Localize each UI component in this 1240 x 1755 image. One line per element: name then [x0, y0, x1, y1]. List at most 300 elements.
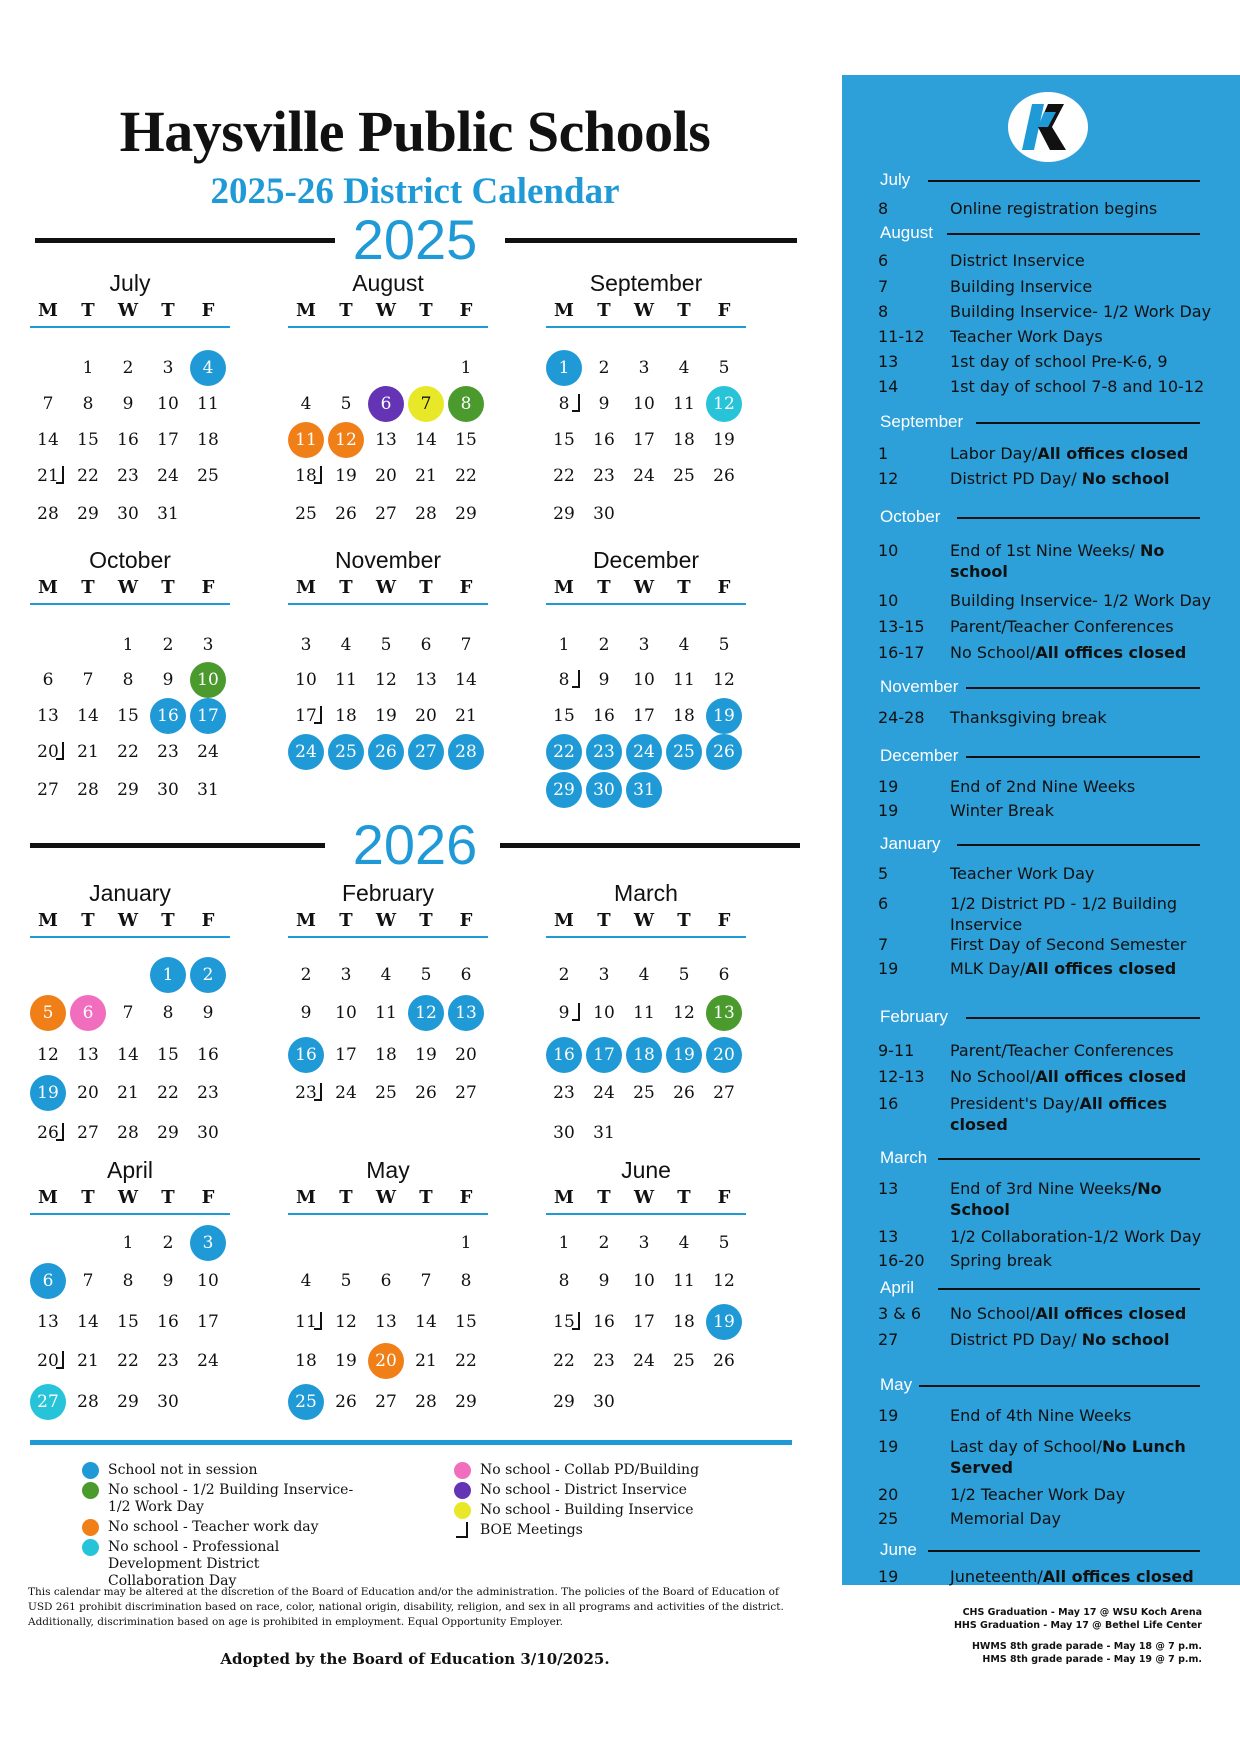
calendar-day: 26: [706, 734, 742, 770]
calendar-day: 24: [633, 466, 655, 486]
calendar-day: 20: [455, 1045, 477, 1065]
calendar-day: 15: [546, 1304, 582, 1340]
calendar-day: 20: [706, 1037, 742, 1073]
sidebar-month-heading: June: [880, 1540, 917, 1559]
calendar-day: 25: [673, 466, 695, 486]
event-text-plain: End of 4th Nine Weeks: [950, 1406, 1132, 1425]
calendar-day: 2: [598, 635, 610, 655]
weekday-label: F: [717, 1187, 731, 1208]
calendar-day: 20: [77, 1083, 99, 1103]
calendar-day: 9: [598, 394, 610, 414]
weekday-label: M: [38, 910, 58, 931]
calendar-day: 27: [455, 1083, 477, 1103]
footnote: HMS 8th grade parade - May 19 @ 7 p.m.: [982, 1654, 1202, 1665]
calendar-day: 23: [157, 1351, 179, 1371]
calendar-day: 14: [415, 1312, 437, 1332]
calendar-day: 7: [420, 1271, 432, 1291]
sidebar-month-heading: August: [880, 223, 933, 242]
calendar-day: 29: [117, 780, 139, 800]
calendar-day: 10: [157, 394, 179, 414]
weekday-label: T: [597, 300, 611, 321]
calendar-day: 16: [546, 1037, 582, 1073]
weekday-label: T: [419, 1187, 433, 1208]
weekday-label: T: [677, 577, 691, 598]
weekday-label: W: [375, 910, 397, 931]
calendar-day: 20: [415, 706, 437, 726]
weekday-label: F: [459, 300, 473, 321]
event-text: [950, 1405, 1220, 1426]
calendar-day: 23: [288, 1075, 324, 1111]
event-text: [950, 1329, 1220, 1350]
calendar-day: 24: [335, 1083, 357, 1103]
sidebar-month-heading: December: [880, 746, 959, 765]
weekday-label: W: [375, 300, 397, 321]
event-text-plain: President's Day/: [950, 1094, 1080, 1113]
calendar-day: 13: [375, 430, 397, 450]
event-text-bold: No school: [950, 541, 1165, 581]
calendar-day: 18: [626, 1037, 662, 1073]
event-text-plain: Building Inservice- 1/2 Work Day: [950, 591, 1212, 610]
weekday-label: F: [717, 910, 731, 931]
event-text: [950, 1303, 1220, 1324]
event-text-plain: Winter Break: [950, 801, 1054, 820]
calendar-day: 23: [593, 466, 615, 486]
calendar-day: 24: [626, 734, 662, 770]
weekday-header: [288, 298, 488, 328]
calendar-day: 3: [638, 358, 650, 378]
event-date: 19: [878, 777, 899, 796]
footnote: HHS Graduation - May 17 @ Bethel Life Center: [953, 1620, 1202, 1631]
calendar-day: 2: [598, 358, 610, 378]
calendar-day: 18: [295, 1351, 317, 1371]
calendar-day: 28: [117, 1123, 139, 1143]
calendar-day: 26: [713, 466, 735, 486]
calendar-day: 22: [455, 1351, 477, 1371]
legend-swatch: [454, 1502, 471, 1519]
event-text: [950, 958, 1220, 979]
legend-item: [480, 1502, 710, 1519]
event-text-plain: End of 1st Nine Weeks/: [950, 541, 1141, 560]
weekday-label: W: [375, 1187, 397, 1208]
calendar-day: 30: [157, 1392, 179, 1412]
weekday-label: M: [38, 300, 58, 321]
calendar-day: 12: [328, 422, 364, 458]
event-text-plain: 1st day of school Pre-K-6, 9: [950, 352, 1168, 371]
calendar-day: 19: [335, 466, 357, 486]
calendar-day: 9: [598, 1271, 610, 1291]
calendar-day: 26: [335, 1392, 357, 1412]
event-date: 7: [878, 277, 889, 296]
month-september: [546, 268, 746, 524]
calendar-day: 29: [455, 1392, 477, 1412]
calendar-day: 26: [368, 734, 404, 770]
calendar-day: 12: [713, 1271, 735, 1291]
legend-item: [480, 1522, 710, 1539]
weekday-header: [288, 1185, 488, 1215]
calendar-day: 14: [117, 1045, 139, 1065]
legend-swatch: [82, 1519, 99, 1536]
calendar-day: 15: [117, 706, 139, 726]
calendar-day: 12: [706, 386, 742, 422]
legend-item: [108, 1519, 358, 1536]
event-text: [950, 540, 1220, 582]
calendar-day: 25: [633, 1083, 655, 1103]
sidebar-month-heading: October: [880, 507, 941, 526]
event-text-plain: No School/: [950, 1304, 1036, 1323]
calendar-day: 24: [288, 734, 324, 770]
calendar-day: 7: [122, 1003, 134, 1023]
calendar-day: 28: [77, 1392, 99, 1412]
sidebar-month-heading: February: [880, 1007, 949, 1026]
calendar-day: 5: [340, 394, 352, 414]
event-date: 24-28: [878, 708, 925, 727]
event-text-bold: No school: [1081, 469, 1170, 488]
year-2026-label: 2026: [352, 813, 478, 876]
calendar-day: 4: [300, 1271, 312, 1291]
sidebar-heading-rule: [957, 844, 1201, 846]
event-date: 1: [878, 444, 889, 463]
calendar-day: 18: [673, 706, 695, 726]
calendar-day: 17: [633, 430, 655, 450]
event-text-plain: Thanksgiving break: [950, 708, 1107, 727]
calendar-day: 13: [415, 670, 437, 690]
sidebar-heading-rule: [928, 180, 1200, 182]
month-name: February: [341, 880, 435, 906]
event-date: 19: [878, 1437, 899, 1456]
month-name: April: [106, 1157, 153, 1183]
month-october: [30, 545, 230, 800]
calendar-day: 29: [455, 504, 477, 524]
event-text-plain: End of 2nd Nine Weeks: [950, 777, 1136, 796]
legend-label: No school - District Inservice: [480, 1482, 687, 1498]
year-2026-divider: [30, 815, 800, 875]
calendar-day: 30: [553, 1123, 575, 1143]
calendar-day: 10: [295, 670, 317, 690]
calendar-day: 21: [77, 1351, 99, 1371]
calendar-day: 7: [408, 386, 444, 422]
year-2025-divider: [30, 210, 800, 270]
event-text-plain: 1st day of school 7-8 and 10-12: [950, 377, 1205, 396]
event-text-plain: MLK Day/: [950, 959, 1026, 978]
calendar-day: 30: [197, 1123, 219, 1143]
district-logo: [1008, 92, 1088, 162]
calendar-day: 13: [375, 1312, 397, 1332]
calendar-day: 11: [375, 1003, 397, 1023]
event-text: [950, 707, 1220, 728]
calendar-day: 25: [197, 466, 219, 486]
calendar-day: 15: [77, 430, 99, 450]
calendar-day: 17: [586, 1037, 622, 1073]
event-text-plain: Building Inservice- 1/2 Work Day: [950, 302, 1212, 321]
calendar-day: 8: [448, 386, 484, 422]
event-text-plain: Online registration begins: [950, 199, 1158, 218]
weekday-label: M: [554, 300, 574, 321]
weekday-header: [30, 908, 230, 938]
sidebar-month-heading: September: [880, 412, 964, 431]
calendar-day: 10: [190, 662, 226, 698]
month-name: August: [352, 270, 424, 296]
calendar-day: 29: [77, 504, 99, 524]
month-name: March: [614, 880, 678, 906]
calendar-day: 17: [335, 1045, 357, 1065]
month-name: May: [366, 1157, 410, 1183]
calendar-day: 22: [77, 466, 99, 486]
calendar-day: 19: [415, 1045, 437, 1065]
calendar-day: 4: [340, 635, 352, 655]
event-text: [950, 934, 1220, 955]
event-date: 16: [878, 1094, 899, 1113]
calendar-day: 1: [122, 635, 134, 655]
calendar-day: 3: [190, 1225, 226, 1261]
calendar-day: 2: [162, 1233, 174, 1253]
calendar-day: 1: [82, 358, 94, 378]
calendar-day: 4: [380, 965, 392, 985]
calendar-day: 11: [673, 1271, 695, 1291]
calendar-day: 6: [368, 386, 404, 422]
event-text: [950, 1178, 1220, 1220]
year-2025-label: 2025: [352, 208, 478, 271]
sidebar-heading-rule: [938, 1158, 1201, 1160]
calendar-day: 2: [190, 957, 226, 993]
legend-swatch: [82, 1482, 99, 1499]
calendar-day: 22: [117, 742, 139, 762]
calendar-day: 4: [678, 1233, 690, 1253]
calendar-day: 13: [37, 1312, 59, 1332]
weekday-label: F: [201, 300, 215, 321]
legend-label: BOE Meetings: [480, 1522, 583, 1538]
calendar-day: 11: [633, 1003, 655, 1023]
calendar-day: 26: [673, 1083, 695, 1103]
event-date: 8: [878, 302, 889, 321]
calendar-day: 29: [553, 1392, 575, 1412]
calendar-day: 8: [558, 1271, 570, 1291]
calendar-day: 1: [150, 957, 186, 993]
event-date: 27: [878, 1330, 899, 1349]
weekday-label: T: [161, 910, 175, 931]
weekday-label: W: [633, 577, 655, 598]
event-text: [950, 642, 1220, 663]
event-text: [950, 250, 1220, 271]
weekday-label: T: [161, 577, 175, 598]
calendar-day: 31: [626, 772, 662, 808]
calendar-day: 23: [593, 1351, 615, 1371]
calendar-day: 13: [706, 995, 742, 1031]
weekday-label: M: [38, 1187, 58, 1208]
weekday-label: T: [597, 1187, 611, 1208]
month-name: December: [592, 547, 700, 573]
boe-marker-icon: [456, 1522, 468, 1538]
calendar-day: 20: [30, 734, 66, 770]
month-february: [288, 878, 488, 1103]
event-date: 19: [878, 959, 899, 978]
weekday-header: [546, 298, 746, 328]
weekday-label: M: [554, 577, 574, 598]
calendar-day: 4: [638, 965, 650, 985]
adopted-note: Adopted by the Board of Education 3/10/2025.: [220, 1650, 610, 1668]
calendar-day: 16: [197, 1045, 219, 1065]
calendar-day: 20: [375, 466, 397, 486]
weekday-label: F: [459, 910, 473, 931]
calendar-day: 29: [157, 1123, 179, 1143]
event-date: 10: [878, 591, 899, 610]
weekday-label: W: [117, 1187, 139, 1208]
calendar-day: 8: [82, 394, 94, 414]
event-text-plain: First Day of Second Semester: [950, 935, 1187, 954]
weekday-label: T: [677, 1187, 691, 1208]
calendar-day: 24: [633, 1351, 655, 1371]
calendar-day: 21: [455, 706, 477, 726]
weekday-label: F: [201, 577, 215, 598]
calendar-day: 23: [197, 1083, 219, 1103]
weekday-label: T: [339, 1187, 353, 1208]
event-text-bold: All offices closed: [950, 1094, 1168, 1134]
calendar-day: 11: [673, 394, 695, 414]
weekday-label: W: [375, 577, 397, 598]
weekday-label: T: [677, 910, 691, 931]
divider-line-right: [505, 238, 797, 243]
calendar-day: 12: [375, 670, 397, 690]
calendar-day: 31: [593, 1123, 615, 1143]
calendar-day: 7: [460, 635, 472, 655]
calendar-day: 16: [117, 430, 139, 450]
calendar-day: 25: [328, 734, 364, 770]
calendar-day: 31: [197, 780, 219, 800]
month-name: October: [89, 547, 171, 573]
weekday-header: [546, 1185, 746, 1215]
weekday-header: [30, 298, 230, 328]
legend-label: School not in session: [108, 1462, 258, 1478]
legend-label: No school - Building Inservice: [480, 1502, 694, 1518]
calendar-day: 30: [593, 1392, 615, 1412]
event-text: [950, 1250, 1220, 1271]
sidebar-heading-rule: [966, 1017, 1200, 1019]
calendar-day: 14: [37, 430, 59, 450]
event-date: 16-20: [878, 1251, 925, 1270]
calendar-day: 25: [673, 1351, 695, 1371]
calendar-day: 15: [117, 1312, 139, 1332]
calendar-day: 28: [448, 734, 484, 770]
calendar-day: 9: [162, 1271, 174, 1291]
weekday-label: T: [339, 577, 353, 598]
event-text: [950, 276, 1220, 297]
event-text: [950, 863, 1220, 884]
event-text-bold: No Lunch Served: [950, 1437, 1186, 1477]
calendar-day: 5: [718, 358, 730, 378]
calendar-day: 13: [448, 995, 484, 1031]
calendar-day: 9: [546, 995, 582, 1031]
legend-label: No school - Teacher work day: [108, 1519, 319, 1535]
calendar-day: 18: [673, 430, 695, 450]
weekday-label: T: [81, 300, 95, 321]
event-text-plain: No School/: [950, 1067, 1036, 1086]
calendar-day: 24: [197, 742, 219, 762]
event-text-bold: All offices closed: [1042, 1567, 1194, 1586]
event-text-plain: Building Inservice: [950, 277, 1093, 296]
weekday-header: [288, 908, 488, 938]
sidebar-month-heading: July: [880, 170, 911, 189]
weekday-label: T: [339, 300, 353, 321]
event-text: [950, 1484, 1220, 1505]
weekday-header: [546, 575, 746, 605]
sidebar-month-heading: January: [880, 834, 941, 853]
calendar-day: 8: [162, 1003, 174, 1023]
event-text-plain: Last day of School/: [950, 1437, 1102, 1456]
calendar-day: 4: [678, 358, 690, 378]
sidebar-heading-rule: [928, 1550, 1200, 1552]
event-text-plain: Spring break: [950, 1251, 1053, 1270]
calendar-day: 18: [335, 706, 357, 726]
event-text-plain: Teacher Work Days: [950, 327, 1103, 346]
weekday-label: T: [81, 1187, 95, 1208]
calendar-day: 2: [162, 635, 174, 655]
weekday-label: T: [597, 910, 611, 931]
calendar-day: 3: [300, 635, 312, 655]
calendar-day: 9: [300, 1003, 312, 1023]
page-title: Haysville Public Schools: [119, 99, 711, 164]
sidebar-month-heading: March: [880, 1148, 928, 1167]
weekday-label: T: [597, 577, 611, 598]
event-date: 7: [878, 935, 889, 954]
calendar-day: 19: [375, 706, 397, 726]
calendar-day: 27: [375, 1392, 397, 1412]
month-august: [288, 268, 488, 524]
calendar-day: 8: [546, 386, 582, 422]
calendar-day: 6: [420, 635, 432, 655]
sidebar-month-heading: May: [880, 1375, 913, 1394]
calendar-day: 11: [335, 670, 357, 690]
calendar-day: 2: [598, 1233, 610, 1253]
calendar-day: 8: [122, 670, 134, 690]
calendar-day: 20: [30, 1343, 66, 1379]
weekday-label: F: [459, 1187, 473, 1208]
footnote: CHS Graduation - May 17 @ WSU Koch Arena: [962, 1607, 1202, 1618]
calendar-day: 3: [638, 1233, 650, 1253]
calendar-day: 21: [30, 458, 66, 494]
calendar-day: 4: [190, 350, 226, 386]
calendar-day: 10: [593, 1003, 615, 1023]
month-name: September: [589, 270, 703, 296]
calendar-day: 26: [415, 1083, 437, 1103]
divider-line-right: [500, 843, 800, 848]
event-date: 13: [878, 1227, 899, 1246]
event-date: 19: [878, 801, 899, 820]
calendar-day: 17: [157, 430, 179, 450]
calendar-day: 22: [553, 1351, 575, 1371]
calendar-day: 29: [117, 1392, 139, 1412]
calendar-day: 9: [598, 670, 610, 690]
calendar-day: 22: [546, 734, 582, 770]
calendar-day: 5: [718, 635, 730, 655]
weekday-label: W: [633, 910, 655, 931]
calendar-day: 17: [633, 1312, 655, 1332]
event-text-bold: All offices closed: [1035, 1067, 1187, 1086]
event-text: [950, 893, 1220, 935]
calendar-day: 15: [157, 1045, 179, 1065]
calendar-day: 19: [706, 698, 742, 734]
calendar-day: 6: [30, 1263, 66, 1299]
calendar-day: 16: [150, 698, 186, 734]
calendar-day: 19: [713, 430, 735, 450]
event-text-plain: Parent/Teacher Conferences: [950, 617, 1174, 636]
calendar-day: 7: [82, 670, 94, 690]
calendar-day: 5: [340, 1271, 352, 1291]
calendar-day: 10: [197, 1271, 219, 1291]
month-march: [546, 878, 746, 1143]
sidebar-heading-rule: [938, 1288, 1201, 1290]
event-text-plain: District Inservice: [950, 251, 1085, 270]
event-text-plain: No School/: [950, 643, 1036, 662]
calendar-day: 12: [713, 670, 735, 690]
